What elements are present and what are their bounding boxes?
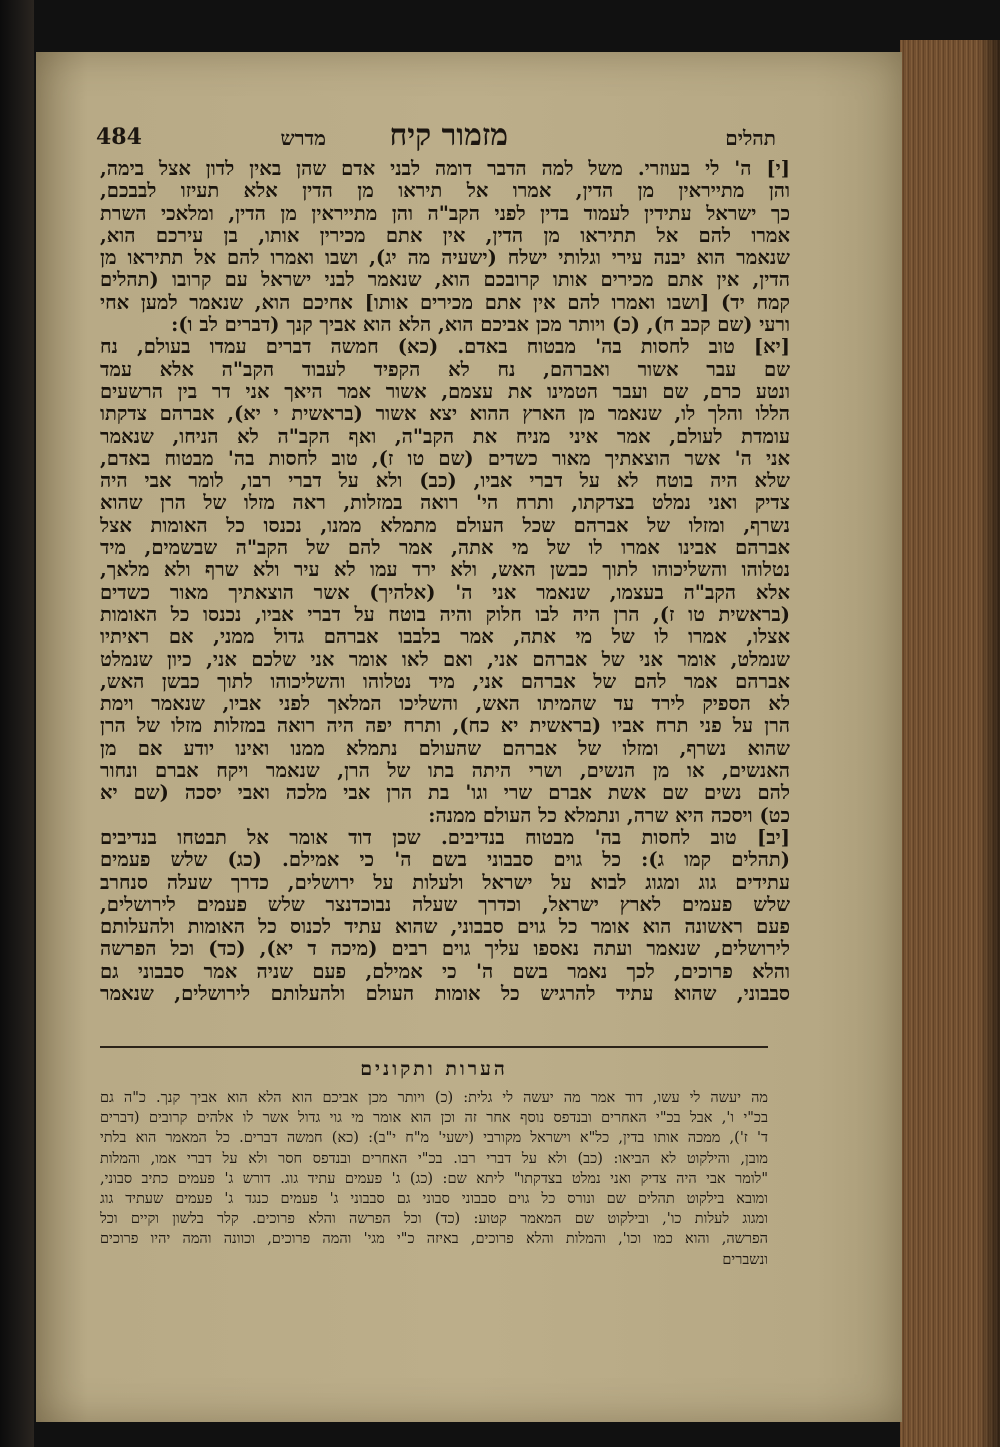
- text-line: נשרף, ומזלו של אברהם שכל העולם מתמלא ממנו, נכנסו כל האומות אצל: [100, 514, 790, 537]
- text-line: סבבוני, שהוא עתיד להרגיש כל אומות העולם ולהעלותם לירושלים, שנאמר: [100, 982, 790, 1005]
- text-line: (תהלים קמו ג): כל גוים סבבוני בשם ה' כי אמילם. (כג) שלש פעמים: [100, 849, 790, 872]
- note-line: ומובא בילקוט תהלים שם ונורס כל גוים סבבוני סבוני גם סבבוני ג' פעמים כנגד ג' פעמים שעתיד גוג: [100, 1190, 768, 1207]
- text-line: שהוא נשרף, ומזלו של אברהם שהעולם נתמלא ממנו ואינו יודע אם מן: [100, 737, 790, 760]
- text-line: והן מתייראין מן הדין, אמרו אל תיראו מן הדין אלא תעיזו לבבכם,: [100, 180, 790, 203]
- text-line: ורעי (שם קכב ח), (כ) ויותר מכן אביכם הוא, הלא הוא אביך קנך (דברים לב ו):: [171, 314, 790, 337]
- note-line: מה יעשה לי עשו, דוד אמר מה יעשה לי גלית: (כ) ויותר מכן אביכם הוא הלא הוא אביך קנך. כ"ה גם: [100, 1090, 768, 1106]
- note-line: הפרשה, והוא כמו וכו', והמלות והלא פרוכים, באיזה כ"י מגי' והמה פרוכים, וכוונה והמה יהיו פרוכים: [100, 1231, 768, 1248]
- text-line: אלא הקב"ה בעצמו, שנאמר אני ה' (אלהיך) אשר הוצאתיך מאור כשדים: [100, 581, 790, 604]
- text-line: כט) ויסכה היא שרה, ונתמלא כל העולם ממנה:: [428, 804, 790, 827]
- page-number: 484: [96, 124, 142, 150]
- text-line: (בראשית טו ז), הרן היה לבו חלוק והיה בוטח על דברי אביו, נכנסו כל האומות: [100, 603, 790, 626]
- text-line: להם נשים שם אשת אברם שרי וגו' בת הרן אבי מלכה ואבי יסכה (שם יא: [100, 782, 790, 805]
- text-line: אמרו להם אל תתיראו מן הדין, אין אתם מכירין אותו, בן עירכם הוא,: [100, 224, 790, 247]
- text-line: שלש פעמים לארץ ישראל, וכדרך שעלה נבוכדנצר שלש פעמים לירושלים,: [100, 893, 790, 916]
- text-line: קמח יד) [ושבו ואמרו להם אין אתם מכירים אותו] אחיכם הוא, שנאמר למען אחי: [100, 291, 790, 314]
- notes-text: [100, 1088, 768, 1270]
- header-book-name: תהלים: [725, 126, 776, 150]
- text-line: לא הספיק לירד עד שהמיתו האש, והשליכו המלאך לפני אביו, שנאמר וימת: [100, 693, 790, 716]
- running-header: [96, 118, 776, 158]
- text-line: הללו והלך לו, שנאמר מן הארץ ההוא יצא אשור (בראשית י יא), אברהם צדקתו: [100, 403, 790, 426]
- binding-shadow: [0, 0, 34, 1447]
- text-line: שם עבר אשור ואברהם, נח לא הקפיד לעבוד הקב"ה אלא עמד: [100, 358, 790, 381]
- main-text: [100, 158, 790, 1005]
- text-line: ונטע כרם, שם ועבר הטמינו את עצמם, אשור אמר היאך אני דר בין הרשעים: [100, 380, 790, 403]
- text-line: אברהם אמר להם של אברהם אני, מיד נטלוהו והשליכוהו לתוך כבשן האש,: [100, 670, 790, 693]
- text-line: לירושלים, שנאמר ועתה נאספו עליך גוים רבים (מיכה ד יא), (כד) וכל הפרשה: [100, 938, 790, 961]
- text-line: שנמלט, אומר אני של אברהם אני, ואם לאו אומר אני שלכם אני, כיון שנמלט: [100, 648, 790, 671]
- notes-title: הערות ותקונים: [360, 1058, 508, 1080]
- text-line: פעם ראשונה הוא אומר כל גוים סבבוני, שהוא עתיד לכנוס כל האומות ולהעלותם: [100, 916, 790, 939]
- text-line: והלא פרוכים, לכך נאמר בשם ה' כי אמילם, פעם שניה אמר סבבוני גם: [100, 960, 790, 983]
- text-line: נטלוהו והשליכוהו לתוך כבשן האש, ולא ירד עמו לא עיר ולא שרף ולא מלאך,: [100, 559, 790, 582]
- book-page-edges: [900, 40, 1000, 1447]
- text-line: עומדת לעולם, אמר איני מניח את הקב"ה, ואף הקב"ה לא הניחו, שנאמר: [100, 425, 790, 448]
- text-line: אני ה' אשר הוצאתיך מאור כשדים (שם טו ז), טוב לחסות בה' מבטוח באדם,: [100, 447, 790, 470]
- text-line: עתידים גוג ומגוג לבוא על ישראל ולעלות על ירושלים, כדרך שעלה סנחרב: [100, 871, 790, 894]
- header-midrash-label: מדרש: [280, 126, 326, 150]
- text-line: [יב] טוב לחסות בה' מבטוח בנדיבים. שכן דוד אומר אל תבטחו בנדיבים: [100, 826, 790, 849]
- note-line: "לומר אבי היה צדיק ואני נמלט בצדקתו" ליתא שם: (כג) ג' פעמים עתיד גוג. דורש ג' פעמים כתיב סבוני,: [100, 1170, 768, 1187]
- note-line: מובן, והילקוט לא הביאו: (כב) ולא על דברי רבו. בכ"י האחרים ובנדפס חסר ולא על דברי אמו, והמלות: [100, 1150, 768, 1167]
- text-line: שנאמר הוא יבנה עירי וגלותי ישלח (ישעיה מה יג), ושבו ואמרו להם אל תתיראו מן: [100, 247, 790, 270]
- notes-divider: [100, 1046, 768, 1048]
- text-line: אצלו, אמרו לו של מי אתה, אמר בלבבו אברהם גדול ממני, אם ראיתיו: [100, 626, 790, 649]
- text-line: שלא היה בוטח לא על דברי אביו, (כב) ולא על דברי רבו, לומר אבי היה: [100, 470, 790, 493]
- note-line: בכ"י ו', אבל בכ"י האחרים ובנדפס נוסף אחר זה וכן הוא אומר מי גוי גדול אשר לו אלהים קרובים (דברים: [100, 1110, 768, 1127]
- text-line: כך ישראל עתידין לעמוד בדין לפני הקב"ה והן מתייראין מן הדין, ומלאכי השרת: [100, 202, 790, 225]
- text-line: [יא] טוב לחסות בה' מבטוח באדם. (כא) חמשה דברים עמדו בעולם, נח: [100, 336, 790, 359]
- text-line: הדין, אין אתם מכירים אותו קרובכם הוא, שנאמר לבני ישראל עם קרובו (תהלים: [100, 269, 790, 292]
- text-line: צדיק ואני נמלט בצדקתו, ותרח הי' רואה במזלות, ראה מזלו של הרן שהוא: [100, 492, 790, 515]
- note-line: ד' ז'), ממכה אותו בדין, כל"א וישראל מקורבי (ישעי' מ"ח י"ב): (כא) חמשה דברים. כל המאמר הוא בלתי: [100, 1130, 768, 1147]
- text-line: הרן על פני תרח אביו (בראשית יא כח), ותרח יפה היה רואה במזלות מזלו של הרן: [100, 715, 790, 738]
- header-psalm-title: מזמור קיח: [389, 118, 508, 153]
- text-line: [י] ה' לי בעוזרי. משל למה הדבר דומה לבני אדם שהן באין לדון אצל בימה,: [100, 158, 790, 180]
- note-line: ומגוג לעלות כו', ובילקוט שם המאמר קטוע: (כד) וכל הפרשה והלא פרוכים. קלר בלשון וקיים וכל: [100, 1211, 768, 1228]
- text-line: האנשים, או מן הנשים, ושרי היתה בתו של הרן, שנאמר ויקח אברם ונחור: [100, 760, 790, 783]
- note-line: ונשברים: [722, 1251, 768, 1268]
- text-line: אברהם אבינו אמרו לו של מי אתה, אמר להם של הקב"ה שבשמים, מיד: [100, 537, 790, 560]
